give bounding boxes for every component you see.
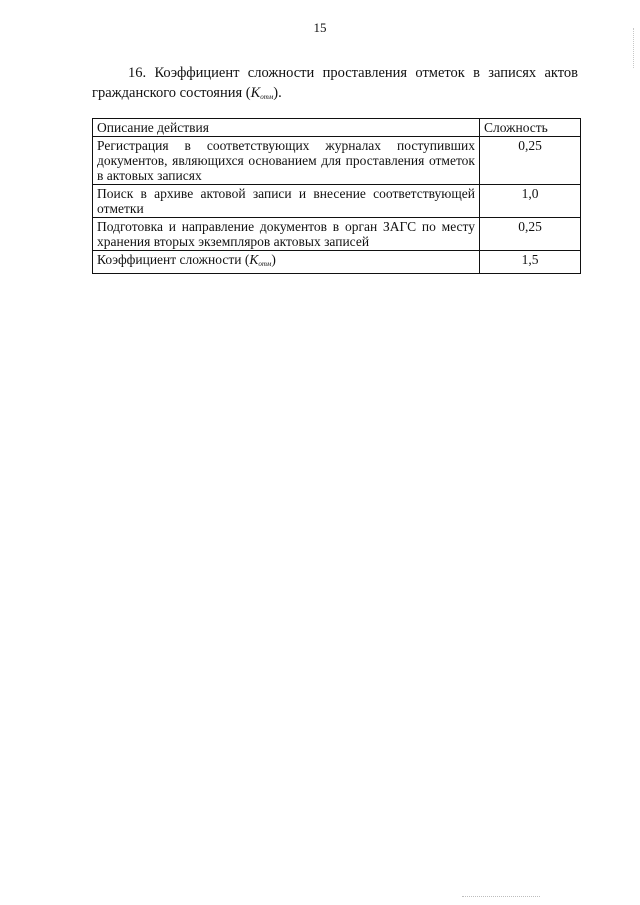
table-row	[93, 185, 581, 218]
total-label-text: Коэффициент сложности (	[97, 252, 250, 267]
scan-artifact-edge	[633, 28, 636, 68]
total-label-closing: )	[271, 252, 276, 267]
row-description: Поиск в архиве актовой записи и внесение соответствующей отметки	[93, 185, 480, 218]
table-header-row	[93, 119, 581, 137]
row-description: Регистрация в соответствующих журналах поступивших документов, являющихся основанием для проставления отметок в актовых записях	[93, 137, 480, 185]
section-title-closing: ).	[273, 85, 282, 101]
row-description: Подготовка и направление документов в орган ЗАГС по месту хранения вторых экземпляров актовых записей	[93, 218, 480, 251]
coefficient-subscript: отм	[260, 93, 274, 101]
header-complexity: Сложность	[480, 119, 581, 137]
row-complexity: 1,0	[480, 185, 581, 218]
total-value: 1,5	[480, 251, 581, 274]
table-row	[93, 137, 581, 185]
total-label	[93, 251, 480, 274]
total-coefficient-symbol: K	[249, 252, 259, 267]
section-number: 16.	[128, 65, 147, 81]
table-total-row	[93, 251, 581, 274]
page-number: 15	[313, 20, 327, 35]
complexity-table	[92, 118, 581, 274]
table-row	[93, 218, 581, 251]
section-heading	[92, 63, 578, 107]
row-complexity: 0,25	[480, 218, 581, 251]
row-complexity: 0,25	[480, 137, 581, 185]
header-description: Описание действия	[93, 119, 480, 137]
total-coefficient-subscript: отм	[258, 260, 272, 268]
coefficient-symbol: K	[250, 85, 261, 101]
scan-artifact-bottom	[462, 896, 540, 898]
section-title-text: Коэффициент сложности проставления отметок в записях актов гражданского состояния (	[92, 65, 578, 101]
